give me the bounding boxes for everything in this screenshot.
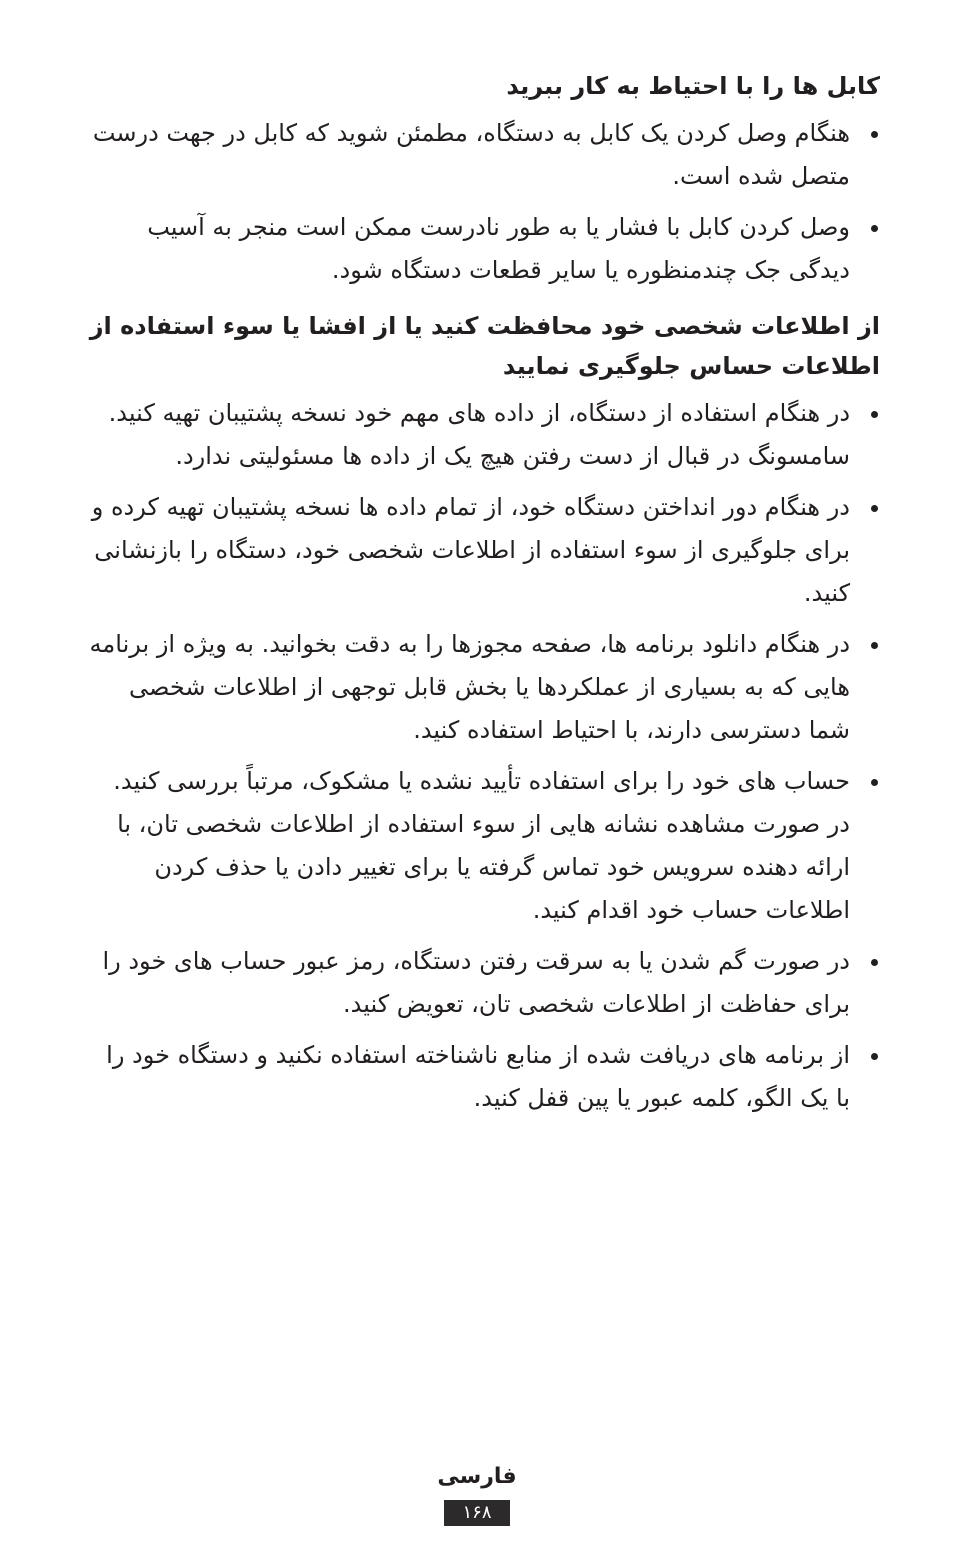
list-item-text: حساب های خود را برای استفاده تأیید نشده یا مشکوک، مرتباً بررسی کنید. در صورت مشاهده نشانه هایی از سوء استفاده از اطلاعات شخصی تان، با ارائه دهنده سرویس خود تماس گرفته یا برای تغییر دادن یا حذف کردن اطلاعات حساب خود اقدام کنید. bbox=[113, 767, 850, 924]
list-item-text: در هنگام استفاده از دستگاه، از داده های مهم خود نسخه پشتیبان تهیه کنید. سامسونگ در قبال از دست رفتن هیچ یک از داده ها مسئولیتی ندارد. bbox=[108, 399, 850, 470]
list-item bbox=[86, 940, 880, 1026]
bullet-icon bbox=[871, 411, 878, 418]
list-item bbox=[86, 112, 880, 198]
list-item bbox=[86, 1034, 880, 1120]
bullet-list bbox=[86, 112, 880, 292]
list-item bbox=[86, 623, 880, 752]
bullet-icon bbox=[871, 505, 878, 512]
list-item-text: وصل کردن کابل با فشار یا به طور نادرست ممکن است منجر به آسیب دیدگی جک چندمنظوره یا سایر قطعات دستگاه شود. bbox=[147, 213, 850, 284]
page-content bbox=[86, 66, 880, 1134]
bullet-icon bbox=[871, 642, 878, 649]
list-item bbox=[86, 486, 880, 615]
bullet-icon bbox=[871, 225, 878, 232]
bullet-icon bbox=[871, 959, 878, 966]
list-item bbox=[86, 392, 880, 478]
list-item bbox=[86, 206, 880, 292]
footer-language: فارسی bbox=[437, 1464, 517, 1489]
bullet-list bbox=[86, 392, 880, 1120]
list-item-text: هنگام وصل کردن یک کابل به دستگاه، مطمئن شوید که کابل در جهت درست متصل شده است. bbox=[92, 119, 850, 190]
list-item-text: در صورت گم شدن یا به سرقت رفتن دستگاه، رمز عبور حساب های خود را برای حفاظت از اطلاعات شخصی تان، تعویض کنید. bbox=[102, 947, 850, 1018]
section-cables bbox=[86, 66, 880, 292]
bullet-icon bbox=[871, 779, 878, 786]
bullet-icon bbox=[871, 131, 878, 138]
page-footer bbox=[0, 1462, 954, 1526]
list-item-text: در هنگام دور انداختن دستگاه خود، از تمام داده ها نسخه پشتیبان تهیه کرده و برای جلوگیری از سوء استفاده از اطلاعات شخصی خود، دستگاه را بازنشانی کنید. bbox=[91, 493, 850, 607]
list-item-text: از برنامه های دریافت شده از منابع ناشناخته استفاده نکنید و دستگاه خود را با یک الگو، کلمه عبور یا پین قفل کنید. bbox=[106, 1041, 850, 1112]
bullet-icon bbox=[871, 1053, 878, 1060]
section-personal-info bbox=[86, 306, 880, 1120]
page-number: ۱۶۸ bbox=[444, 1500, 509, 1526]
section-heading: از اطلاعات شخصی خود محافظت کنید یا از افشا یا سوء استفاده از اطلاعات حساس جلوگیری نمایید bbox=[89, 312, 880, 380]
list-item-text: در هنگام دانلود برنامه ها، صفحه مجوزها را به دقت بخوانید. به ویژه از برنامه هایی که به بسیاری از عملکردها یا بخش قابل توجهی از اطلاعات شخصی شما دسترسی دارند، با احتیاط استفاده کنید. bbox=[89, 630, 850, 744]
list-item bbox=[86, 760, 880, 932]
section-heading: کابل ها را با احتیاط به کار ببرید bbox=[506, 72, 880, 100]
